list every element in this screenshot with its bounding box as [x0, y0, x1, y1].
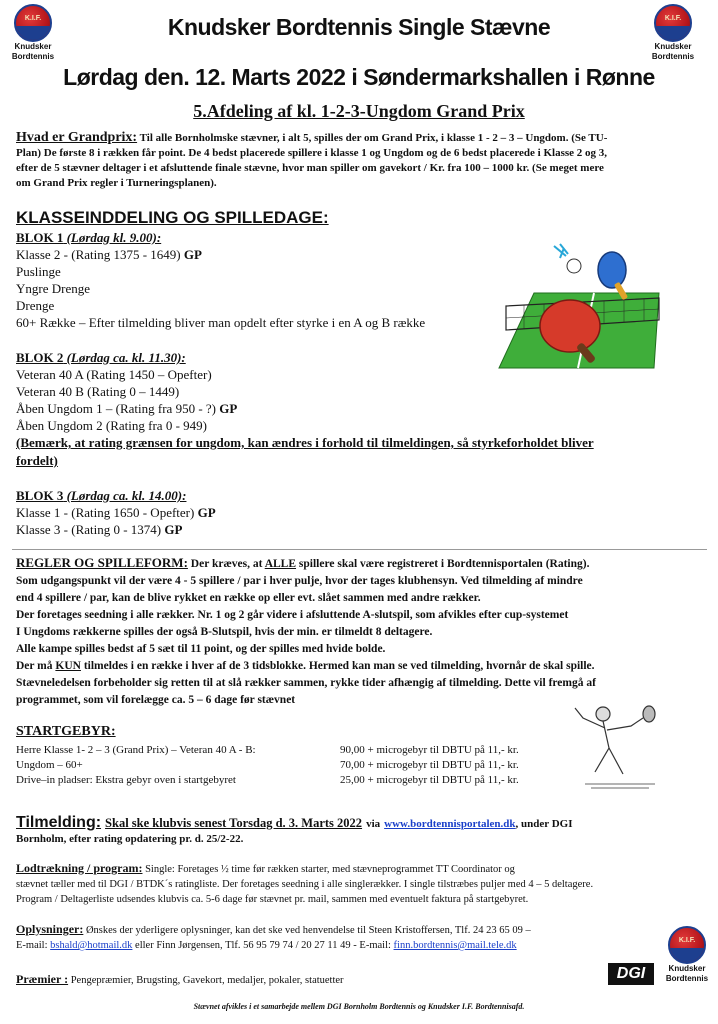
list-item: Veteran 40 A (Rating 1450 – Opefter)	[16, 367, 212, 382]
blok3-heading: BLOK 3 (Lørdag ca. kl. 14.00):	[16, 488, 187, 503]
fee-price: 70,00 + microgebyr til DBTU på 11,- kr.	[340, 759, 519, 771]
red-paddle	[540, 300, 600, 352]
fee-label: Ungdom – 60+	[16, 759, 83, 771]
list-item: Klasse 2 - (Rating 1375 - 1649) GP	[16, 247, 202, 262]
grandprix-paragraph: Hvad er Grandprix: Til alle Bornholmske stævner, i alt 5, spilles der om Grand Prix, i klasse 1 - 2 – 3 – Ungdom. (Se TU- Plan) De første 8 i rækken får point. De 4 bedst placerede spillere i klasse 1 og Ungdom og de 6 bedst placerede i Klasse 2 og 3, efter de 5 stævner deltager i et afsluttende finale stævne, hvor man spiller om gavekort / Kr. fra 100 – 1000 kr. (Se meget mere om Grand Prix regler i Turneringsplanen).	[16, 130, 608, 189]
info-lead: Oplysninger:	[16, 922, 84, 936]
info-section: Oplysninger: Ønskes der yderligere oplysninger, kan det ske ved henvendelse til Steen Kristoffersen, Tlf. 24 23 65 09 – E-mail: bshald@hotmail.dk eller Finn Jørgensen, Tlf. 56 95 79 74 / 20 27 11 49 - E-mail: finn.bordtennis@mail.tele.dk	[16, 922, 531, 951]
list-item: Drenge	[16, 298, 55, 313]
blok1	[16, 230, 425, 331]
subtitle: 5.Afdeling af kl. 1-2-3-Ungdom Grand Prix	[193, 101, 525, 121]
list-item: 60+ Række – Efter tilmelding bliver man opdelt efter styrke i en A og B række	[16, 315, 426, 330]
list-item: Klasse 3 - (Rating 0 - 1374) GP	[16, 522, 183, 537]
list-item: Klasse 1 - (Rating 1650 - Opefter) GP	[16, 505, 216, 520]
list-item: Åben Ungdom 2 (Rating fra 0 - 949)	[16, 418, 207, 433]
club-badge: K.I.F.	[668, 926, 706, 964]
club-logo-bottom: K.I.F. Knudsker Bordtennis	[656, 926, 718, 984]
list-item: Puslinge	[16, 264, 61, 279]
club-logo-left: K.I.F. Knudsker Bordtennis	[2, 4, 64, 62]
blok1-heading: BLOK 1 (Lørdag kl. 9.00):	[16, 230, 162, 245]
fee-label: Herre Klasse 1- 2 – 3 (Grand Prix) – Veteran 40 A - B:	[16, 744, 256, 756]
club-logo-right: K.I.F. Knudsker Bordtennis	[642, 4, 704, 62]
fee-label: Drive–in pladser: Ekstra gebyr oven i startgebyret	[16, 774, 236, 786]
blok2-heading: BLOK 2 (Lørdag ca. kl. 11.30):	[16, 350, 186, 365]
prizes-lead: Præmier :	[16, 972, 69, 986]
classes-heading: KLASSEINDDELING OG SPILLEDAGE:	[16, 208, 329, 227]
fees-heading: STARTGEBYR:	[16, 724, 116, 739]
draw-lead: Lodtrækning / program:	[16, 861, 143, 875]
page-title: Knudsker Bordtennis Single Stævne	[167, 14, 551, 40]
registration-line2: Bornholm, efter rating opdatering pr. d. 25/2-22.	[16, 833, 244, 845]
rating-note: (Bemærk, at rating grænsen for ungdom, kan ændres i forhold til tilmeldingen, så styrkeforholdet bliver	[16, 435, 594, 450]
list-item: Yngre Drenge	[16, 281, 90, 296]
prizes: Præmier : Pengepræmier, Brugsting, Gavekort, medaljer, pokaler, statuetter	[16, 972, 344, 986]
divider	[12, 549, 707, 550]
ball	[567, 259, 581, 273]
blok3	[16, 488, 216, 538]
rules-section: REGLER OG SPILLEFORM: Der kræves, at ALLE spillere skal være registreret i Bordtennisportalen (Rating). Som udgangspunkt vil der være 4 - 5 spillere / par i hver pulje, hvor der tages klubhensyn. Ved tilmelding af mindre end 4 spillere / par, kan de blive rykket en række op eller evt. slået sammen med andre rækker. Der foretages seedning i alle rækker. Nr. 1 og 2 går videre i afsluttende A-slutspil, som afvikles efter cup-systemet I Ungdoms rækkerne spilles der også B-Slutspil, hvis der min. er tilmeldt 8 deltagere. Alle kampe spilles bedst af 5 sæt til 11 point, og der spilles med hvide bolde. Der må KUN tilmeldes i en række i hver af de 3 tidsblokke. Hermed kan man se ved tilmelding, hvornår de skal spille. Stævneledelsen forbeholder sig retten til at slå rækker sammen, rykke tider afhængig af tilmelding. Dette vil fremgå af programmet, som vil forelægge ca. 5 – 6 dage før stævnet	[16, 555, 596, 706]
blok2	[16, 350, 594, 470]
list-item: Åben Ungdom 1 – (Rating fra 950 - ?) GP	[16, 401, 238, 416]
footer-note: Stævnet afvikles i et samarbejde mellem DGI Bornholm Bordtennis og Knudsker I.F. Bordtennisafd.	[193, 1002, 525, 1011]
registration-lead: Tilmelding:	[16, 814, 102, 831]
date-line: Lørdag den. 12. Marts 2022 i Søndermarkshallen i Rønne	[63, 64, 655, 90]
draw-section: Lodtrækning / program: Single: Foretages ½ time før rækken starter, med stævneprogrammet TT Coordinator og stævnet tæller med til DGI / BTDK´s ratingliste. Der foretages seedning i alle singlerækker. I single tilstræbes puljer med 4 – 5 deltagere. Program / Deltagerliste udsendes klubvis ca. 5-6 dage før stævnet pr. mail, sammen med eventuelt faktura på startgebyret.	[16, 861, 594, 905]
fee-price: 25,00 + microgebyr til DBTU på 11,- kr.	[340, 774, 519, 786]
email-link[interactable]: bshald@hotmail.dk	[50, 940, 133, 951]
registration: Tilmelding: Skal ske klubvis senest Torsdag d. 3. Marts 2022 via www.bordtennisportalen.dk, under DGI	[16, 814, 573, 831]
club-badge: K.I.F.	[14, 4, 52, 42]
fee-price: 90,00 + microgebyr til DBTU på 11,- kr.	[340, 744, 519, 756]
grandprix-lead: Hvad er Grandprix:	[16, 130, 138, 145]
rating-note-cont: fordelt)	[16, 453, 58, 468]
blue-paddle	[598, 252, 626, 288]
club-badge: K.I.F.	[654, 4, 692, 42]
player-illustration	[565, 700, 665, 792]
email-link[interactable]: finn.bordtennis@mail.tele.dk	[393, 940, 517, 951]
dgi-logo: DGI	[608, 963, 654, 985]
rules-lead: REGLER OG SPILLEFORM:	[16, 555, 188, 570]
motion-lines	[554, 244, 568, 258]
portal-link[interactable]: www.bordtennisportalen.dk	[384, 818, 516, 830]
list-item: Veteran 40 B (Rating 0 – 1449)	[16, 384, 180, 399]
